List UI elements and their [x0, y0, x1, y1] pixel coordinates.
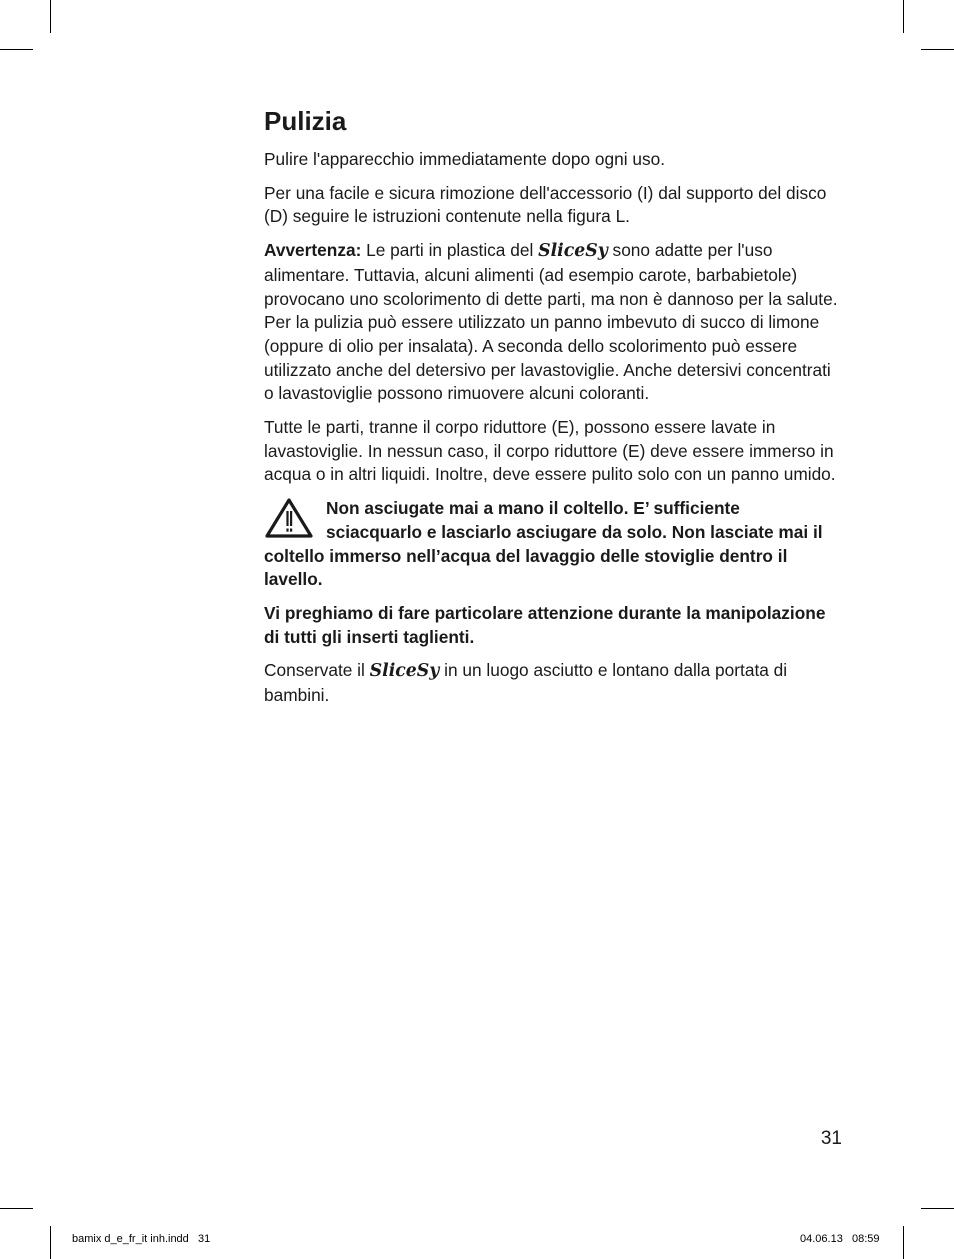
crop-mark: [921, 1208, 954, 1209]
page-number: 31: [820, 1128, 842, 1149]
notice-text-end: sono adatte per l'uso alimentare. Tuttavia, alcuni alimenti (ad esempio carote, barbabietole) provocano uno scolorimento di dette parti, ma non è dannoso per la salute. Per la pulizia può essere utilizzato un panno imbevuto di succo di limone (oppure di olio per insalata). A seconda dello scolorimento può essere utilizzato anche del detersivo per lavastoviglie. Anche detersivi concentrati o lavastoviglie possono rimuovere alcuni coloranti.: [264, 240, 838, 404]
warning-block: [264, 497, 839, 592]
paragraph-notice: [264, 239, 839, 406]
paragraph-cleaning-intro: Pulire l'apparecchio immediatamente dopo ogni uso.: [264, 149, 666, 169]
crop-mark: [0, 1208, 33, 1209]
crop-mark: [0, 49, 33, 50]
page-title: Pulizia: [264, 106, 347, 136]
brand-name: SliceSy: [538, 241, 608, 262]
paragraph-storage: [264, 659, 839, 707]
brand-name: SliceSy: [369, 661, 440, 682]
crop-mark: [903, 0, 904, 33]
notice-text-start: Le parti in plastica del: [361, 240, 539, 261]
paragraph-caution-blades: Vi preghiamo di fare particolare attenzione durante la manipolazione di tutti gli inserti taglienti.: [264, 602, 826, 647]
main-content: [264, 104, 839, 718]
footer-date: 04.06.13 08:59: [800, 1233, 880, 1245]
crop-mark: [50, 1226, 51, 1259]
paragraph-accessory-removal: Per una facile e sicura rimozione dell'accessorio (I) dal supporto del disco (D) seguire le istruzioni contenute nella figura L.: [264, 182, 827, 227]
crop-mark: [921, 49, 954, 50]
warning-triangle-icon: [264, 497, 314, 539]
notice-label: Avvertenza:: [264, 240, 362, 261]
crop-mark: [903, 1226, 904, 1259]
storage-text-end: in un luogo asciutto e lontano dalla portata di bambini.: [264, 660, 788, 706]
paragraph-dishwasher: Tutte le parti, tranne il corpo riduttore (E), possono essere lavate in lavastoviglie. In nessun caso, il corpo riduttore (E) deve essere immerso in acqua o in altri liquidi. Inoltre, deve essere pulito solo con un panno umido.: [264, 417, 836, 485]
storage-text-start: Conservate il: [264, 660, 370, 681]
warning-text: Non asciugate mai a mano il coltello. E’ sufficiente sciacquarlo e lasciarlo asciugare da solo. Non lasciate mai il coltello immerso nell’acqua del lavaggio delle stoviglie dentro il lavello.: [264, 498, 823, 590]
crop-mark: [50, 0, 51, 33]
footer-file-info: bamix d_e_fr_it inh.indd 31: [72, 1233, 211, 1245]
